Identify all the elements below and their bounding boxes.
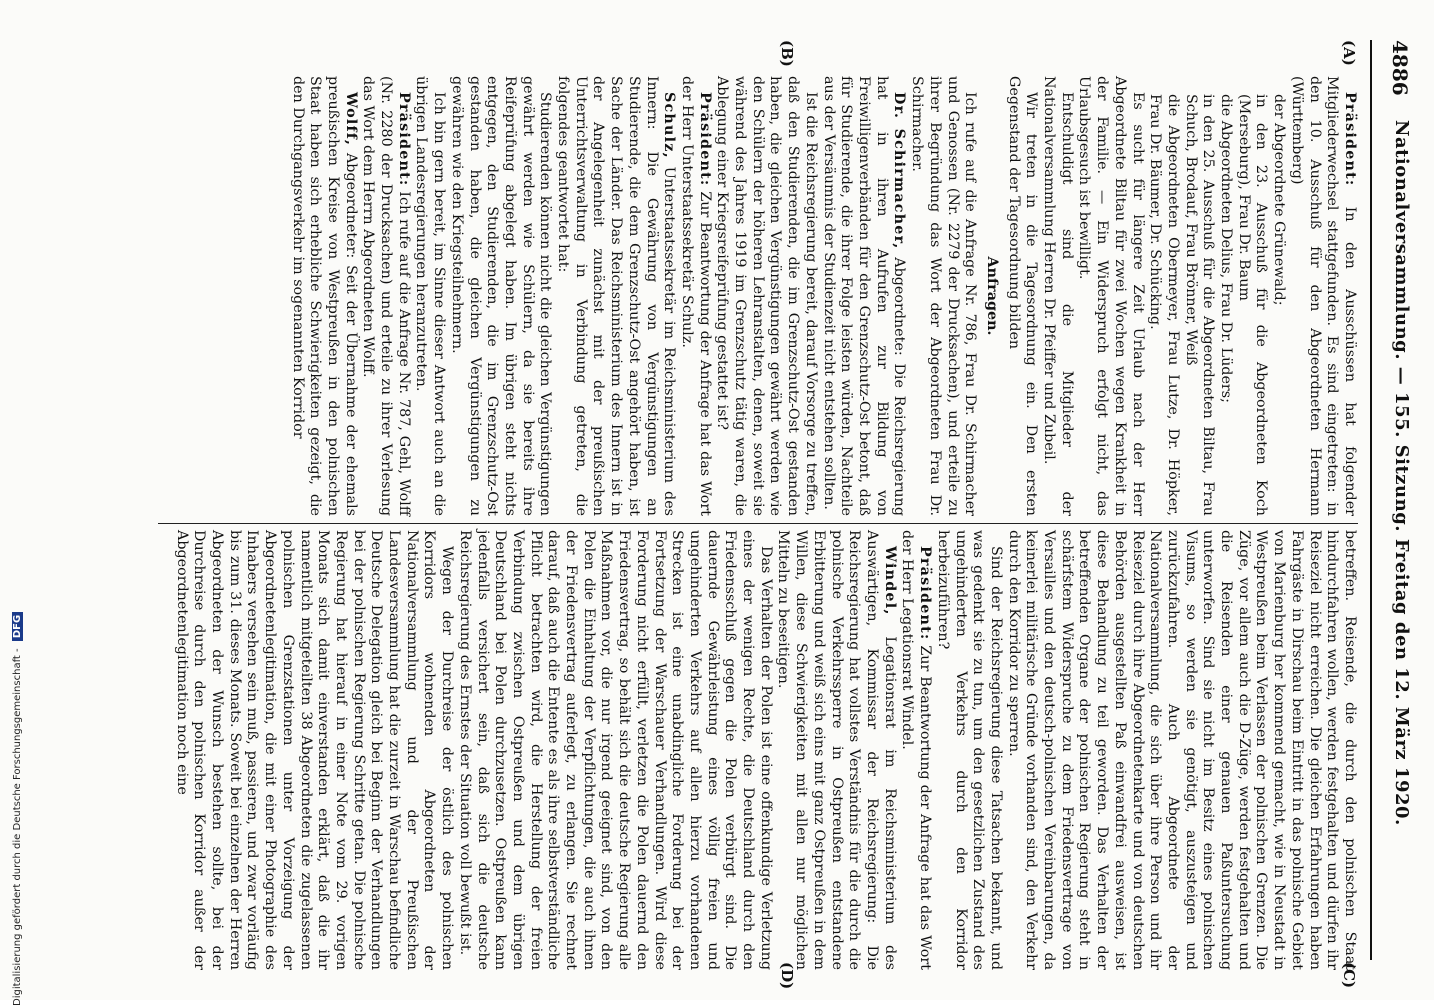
paragraph [288,76,359,516]
paragraph-text: Legationsrat im Reichsministerium des Auswärtigen, Kommissar der Reichsregierung: Die Reichsregierung hat vollstes Verständnis für die durch die polnische Verkehrssperre in Ostpreußen entstandene Erbitterung und weiß sich eins mit ganz Ostpreußen in dem Willen, diese Schwierigkeiten mit allen nur möglichen Mitteln zu beseitigen. [775,530,898,970]
paragraph [1216,76,1234,516]
paragraph-text: Anfragen. [983,256,1000,336]
paragraph [1287,76,1358,516]
speaker-name: Schulz, [661,92,678,159]
paragraph [907,76,978,516]
credit-text: Digitalisierung gefördert durch die Deutsche Forschungsgemeinschaft - [12,648,23,1006]
paragraph-text: Abgeordnete: Die Reichsregierung hat in ihren Aufrufen zur Bildung von Freiwilligenverbänden für den Grenzschutz-Ost betont, daß für Studierende, die ihrer Folge leisten würden, Nachteile aus der Versäumnis der Studienzeit nicht entstehen sollten. [820,76,908,516]
page-title: Nationalversammlung. — 155. Sitzung. Freitag den 12. März 1920. [1391,120,1412,826]
paragraph-text: der Abgeordnete Grünewald; [1271,94,1288,306]
paragraph-text: Studierenden können nicht die gleichen Vergünstigungen gewährt werden wie Schülern, da sie bereits ihre Reifeprüfung abgelegt haben. Im übrigen steht nichts entgegen, den Studierenden, die im Grenzschutz-Ost gestanden haben, die gleichen Vergünstigungen zu gewähren wie den Kriegsteilnehmern. [448,76,554,516]
speaker-name: Präsident: [917,546,934,641]
paragraph-text: Sind der Reichsregierung diese Tatsachen bekannt, und was gedenkt sie zu tun, um den gesetzlichen Zustand des ungehinderten Verkehrs durch den Korridor herbeizuführen? [934,530,1004,970]
page-number: 4886 [1388,40,1412,96]
paragraph-text: Ich bin gern bereit, im Sinne dieser Antwort auch an die übrigen Landesregierungen heranzutreten. [413,76,448,516]
paragraph [677,76,712,516]
paragraph-text: Zur Beantwortung der Anfrage hat das Wort der Herr Legationsrat Windel. [899,530,934,970]
paragraph-text: Unterstaatssekretär im Reichsministerium des Innern: Die Gewährung von Vergünstigungen an Studierende, die dem Grenzschutz-Ost angehört haben, ist Sache der Länder. Das Reichsministerium des Innern ist in der Angelegenheit zunächst mit der preußischen Unterrichtsverwaltung in Verbindung getreten, die folgendes geantwortet hat: [555,76,678,516]
left-column [188,76,1358,516]
speaker-name: Windel, [881,546,898,616]
paragraph [553,76,677,516]
paragraph [933,530,1004,970]
paragraph [1146,76,1181,516]
paragraph-text: Ist die Reichsregierung bereit, darauf Vorsorge zu treffen, daß den Studierenden, die im Grenzschutz-Ost gestanden haben, die gleichen Vergünstigungen gewährt werden wie den Schülern der höheren Lehranstalten, denen, soweit sie während des Jahres 1919 im Grenzschutz tätig waren, die Ablegung einer Kriegsreifeprüfung gestattet ist? [714,76,819,516]
right-column [173,530,1358,970]
paragraph [774,530,898,970]
paragraph [455,530,774,970]
margin-mark-b: (B) [778,40,796,67]
paragraph-text: Ich rufe auf die Anfrage Nr. 787, Gehl, Wolff (Nr. 2280 der Drucksachen) und erteile zu ihrer Verlesung das Wort dem Herrn Abgeordneten Wolff. [360,76,412,516]
paragraph-text: Das Verhalten der Polen ist eine offenkundige Verletzung eines der wenigen Rechte, die Deutschland durch den Friedensschluß gegen die Polen verbürgt sind. Die dauernde Gewährleistung eines völlig freien und ungehinderten Verkehrs auf allen hierzu vorhandenen Strecken ist eine unabdingliche Forderung bei der Fortsetzung der Warschauer Verhandlungen. Wird diese Forderung nicht erfüllt, verletzen die Polen dauernd den Friedensvertrag, so behält sich die deutsche Regierung alle Maßnahmen vor, die nur irgend geeignet sind, von den Polen die Einhaltung der Verpflichtungen, die auch ihnen der Friedensvertrag auferlegt, zu erlangen. Sie rechnet darauf, daß auch die Entente es als ihre selbstverständliche Pflicht betrachten wird, die Herstellung der freien Verbindung zwischen Ostpreußen und dem übrigen Deutschland bei Polen durchzusetzen. Ostpreußen kann jedenfalls versichert sein, daß sich die deutsche Reichsregierung des Ernstes der Situation voll bewußt ist. [456,530,774,970]
paragraph-text: Es sucht für längere Zeit Urlaub nach der Herr Abgeordnete Biltau für zwei Wochen wegen Krankheit in der Familie. — Ein Widerspruch erfolgt nicht, das Urlaubsgesuch ist bewilligt. [1076,76,1146,516]
paragraph-text: in den 23. Ausschuß für die Abgeordneten Koch (Merseburg), Frau Dr. Baum [1235,94,1270,516]
paragraph [898,530,933,970]
margin-mark-c: (C) [1340,962,1358,989]
column-divider [158,523,1358,524]
paragraph-text: betreffen. Reisende, die durch den polnischen Staat hindurchfahren wollen, werden festgehalten und dürfen ihr Reiseziel nicht erreichen. Die gleichen Erfahrungen haben Fahrgäste in Dirschau beim Eintritt in das polnische Gebiet von Marienburg her kommend gemacht, wie in Neustadt in Westpreußen beim Verlassen der polnischen Grenzen. Die Züge, vor allem auch die D-Züge, werden festgehalten und die Reisenden einer genauen Paßuntersuchung unterworfen. Sind sie nicht im Besitz eines polnischen Visums, so werden sie genötigt, auszusteigen und zurückzufahren. Auch Abgeordnete der Nationalversammlung, die sich über ihre Person und ihr Reiseziel durch ihre Abgeordnetenkarte und von deutschen Behörden ausgestellten Paß einwandfrei ausweisen, ist diese Behandlung zu teil geworden. Das Verhalten der betreffenden Organe der polnischen Regierung steht in schärfstem Widerspruche zu dem Friedensvertrage von Versailles und den deutsch-polnischen Vereinbarungen, da keinerlei militärische Gründe vorhanden sind, den Verkehr durch den Korridor zu sperren. [1005,530,1358,970]
paragraph [1004,530,1358,970]
paragraph-text: Abgeordneter: Seit der Übernahme der ehemals preußischen Kreise von Westpreußen in den polnischen Staat haben sich erhebliche Schwierigkeiten gezeigt, die den Durchgangsverkehr im sogenannten Korridor [289,76,359,516]
speaker-name: Präsident: [395,92,412,187]
speaker-name: Wolff, [342,92,359,147]
speaker-name: Präsident: [696,92,713,187]
paragraph [172,530,455,970]
page-header [1354,0,1434,1000]
paragraph-text: in den 25. Ausschuß für die Abgeordneten Biltau, Frau Schuch, Brodauf, Frau Brönner, Weiß [1182,94,1217,516]
paragraph-text: Wegen der Durchreise der östlich des polnischen Korridors wohnenden Abgeordneten der Nationalversammlung und der Preußischen Landesversammlung hat die zurzeit in Warschau befindliche Deutsche Delegation gleich bei Beginn der Verhandlungen bei der polnischen Regierung Schritte getan. Die polnische Regierung hat hierauf in einer Note vom 29. vorigen Monats sich damit einverstanden erklärt, daß die ihr namentlich mitgeteilten 38 Abgeordneten die zugelassenen polnischen Grenzstationen unter Vorzeigung der Abgeordnetenlegitimation, die mit einer Photographie des Inhabers versehen sein muß, passieren, und zwar vorläufig bis zum 31. dieses Monats. Soweit bei einzelnen der Herren Abgeordneten der Wunsch bestehen sollte, bei der Durchreise durch den polnischen Korridor außer der Abgeordnetenlegitimation noch eine [173,530,456,970]
paragraph-text: Ich rufe auf die Anfrage Nr. 786, Frau Dr. Schirmacher und Genossen (Nr. 2279 der Drucksachen), und erteile zu ihrer Begründung das Wort der Abgeordneten Frau Dr. Schirmacher. [909,76,979,516]
paragraph [1234,76,1269,516]
paragraph [359,76,412,516]
paragraph-text: Wir treten in die Tagesordnung ein. Den ersten Gegenstand der Tagesordnung bilden [1005,76,1040,516]
paragraph-text: Zur Beantwortung der Anfrage hat das Wort der Herr Unterstaatssekretär Schulz. [678,76,713,516]
paragraph [819,76,908,516]
paragraph-text: Entschuldigt sind die Mitglieder der Nationalversammlung Herren Dr. Pfeiffer und Zubeil. [1041,76,1075,516]
paragraph [713,76,819,516]
paragraph [447,76,553,516]
margin-mark-a: (A) [1340,40,1358,66]
speaker-name: Präsident: [1342,92,1358,187]
paragraph [1004,76,1039,516]
paragraph [412,76,447,516]
section-heading [982,76,1000,516]
paragraph [1039,76,1074,516]
rotated-page-content [74,0,1434,1000]
digitization-credit [12,6,26,1006]
paragraph [1269,76,1287,516]
margin-mark-d: (D) [778,962,796,990]
header-rule [1370,40,1372,960]
paragraph-text: In den Ausschüssen hat folgender Mitgliederwechsel stattgefunden. Es sind eingetreten: in den 10. Ausschuß für den Abgeordneten Hermann (Württemberg) [1288,76,1358,516]
paragraph-text: die Abgeordneten Obermeyer, Frau Lutze, Dr. Höpker, Frau Dr. Bäumer, Dr. Schücking. [1147,94,1181,516]
paragraph [1181,76,1216,516]
paragraph-text: die Abgeordneten Delius, Frau Dr. Lüders; [1218,94,1235,403]
dfg-logo: DFG [12,612,23,641]
speaker-name: Dr. Schirmacher, [891,92,908,250]
paragraph [1075,76,1146,516]
